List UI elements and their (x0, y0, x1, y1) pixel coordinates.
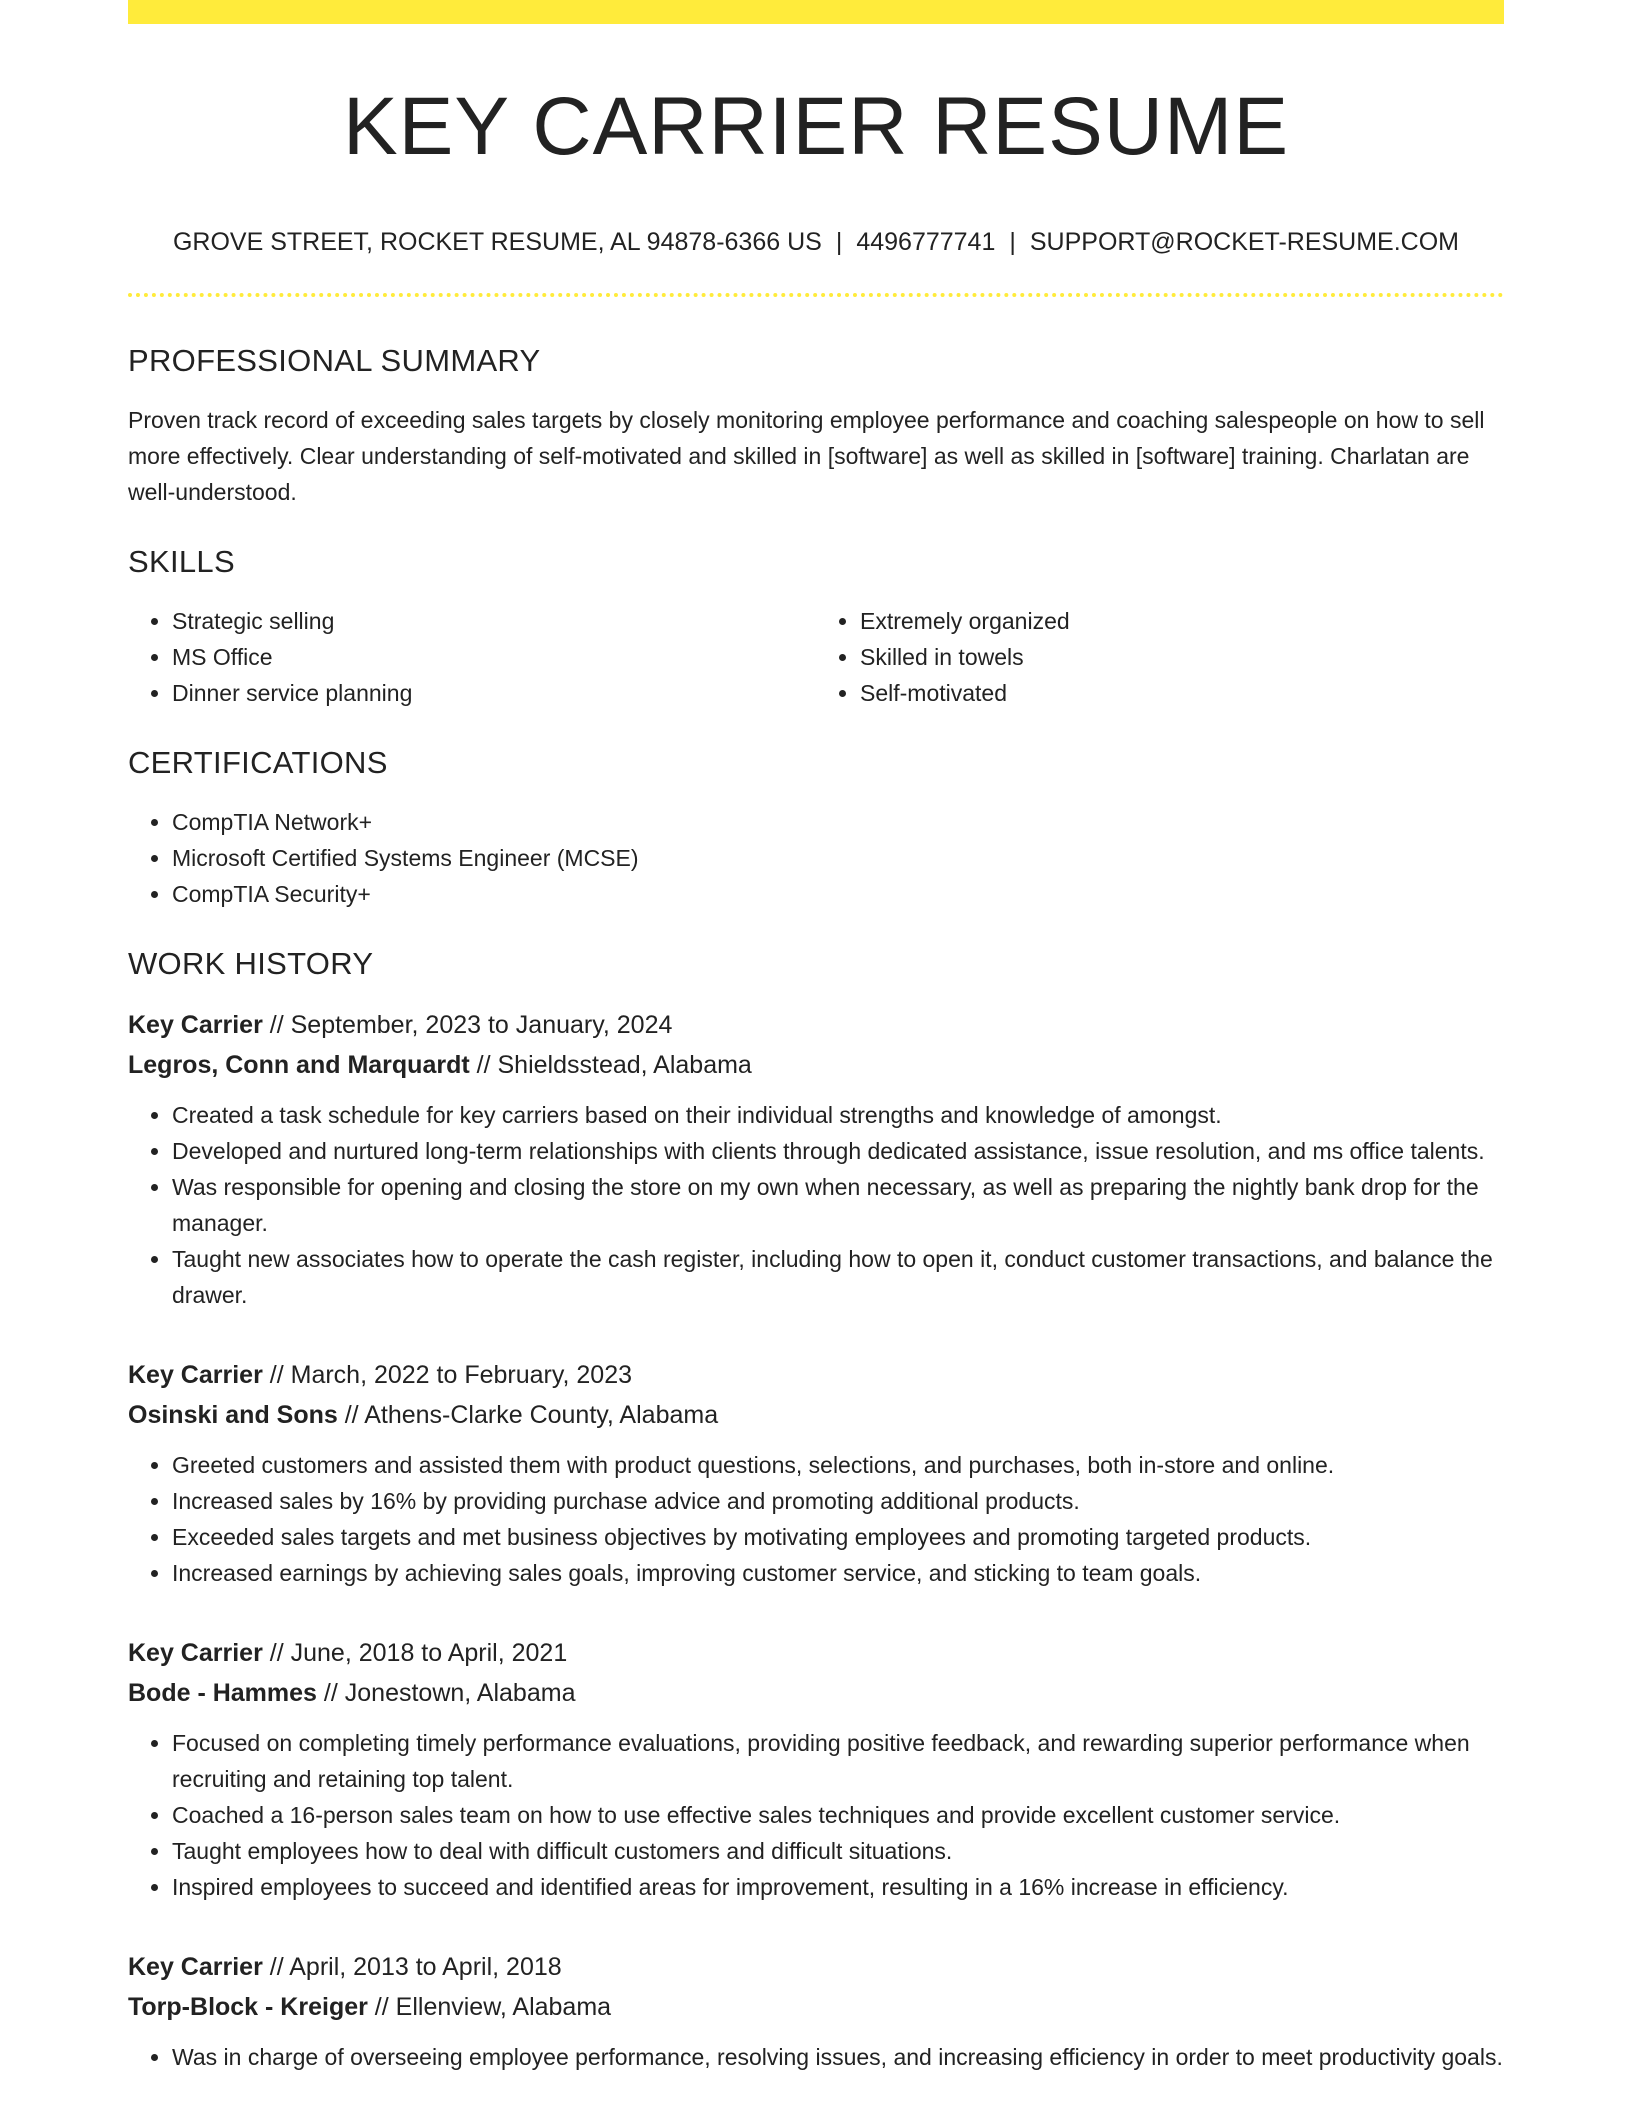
skill-item: • Self-motivated (860, 675, 1504, 711)
job-entry (128, 1947, 1504, 2075)
job-entry (128, 1005, 1504, 1313)
job-separator: // (269, 1361, 284, 1389)
resume-page (128, 0, 1504, 2075)
job-dates: September, 2023 to January, 2024 (290, 1011, 673, 1039)
job-dates: April, 2013 to April, 2018 (289, 1953, 562, 1981)
job-bullet: • Increased sales by 16% by providing purchase advice and promoting additional products. (172, 1483, 1504, 1519)
job-separator: // (269, 1953, 284, 1981)
job-company-line (128, 1395, 1504, 1435)
professional-summary-section (128, 345, 1504, 510)
job-separator: // (269, 1639, 284, 1667)
job-location: Ellenview, Alabama (395, 1993, 612, 2021)
job-company-line (128, 1987, 1504, 2027)
certification-item: • CompTIA Network+ (172, 804, 1504, 840)
skill-item: • Extremely organized (860, 603, 1504, 639)
job-bullets (128, 2039, 1504, 2075)
contact-address: GROVE STREET, ROCKET RESUME, AL 94878-6366 US (172, 228, 822, 256)
skills-list-right (816, 603, 1504, 711)
job-company: Osinski and Sons (128, 1401, 338, 1429)
resume-title: KEY CARRIER RESUME (342, 81, 1290, 172)
job-role: Key Carrier (128, 1639, 263, 1667)
job-separator: // (269, 1011, 284, 1039)
job-entry (128, 1355, 1504, 1591)
contact-line (128, 230, 1504, 255)
certifications-section (128, 747, 1504, 912)
job-company-line (128, 1045, 1504, 1085)
dotted-divider (128, 293, 1504, 297)
certifications-list (128, 804, 1504, 912)
skill-item: • Strategic selling (172, 603, 816, 639)
job-company: Legros, Conn and Marquardt (128, 1051, 470, 1079)
job-title-line (128, 1005, 1504, 1045)
contact-email: SUPPORT@ROCKET-RESUME.COM (1029, 228, 1460, 256)
section-heading-work-history: WORK HISTORY (128, 946, 374, 981)
job-company: Torp-Block - Kreiger (128, 1993, 368, 2021)
job-separator: // (476, 1051, 491, 1079)
job-bullet: • Increased earnings by achieving sales goals, improving customer service, and sticking to team goals. (172, 1555, 1504, 1591)
section-heading-certifications: CERTIFICATIONS (128, 745, 388, 780)
contact-phone: 4496777741 (856, 228, 996, 256)
job-dates: March, 2022 to February, 2023 (290, 1361, 633, 1389)
job-bullets (128, 1097, 1504, 1313)
work-history-section (128, 948, 1504, 2075)
contact-separator: | (835, 228, 843, 256)
certification-item: • Microsoft Certified Systems Engineer (MCSE) (172, 840, 1504, 876)
job-bullet: • Taught new associates how to operate the cash register, including how to open it, conduct customer transactions, and balance the drawer. (172, 1241, 1504, 1313)
job-bullet: • Was in charge of overseeing employee performance, resolving issues, and increasing efficiency in order to meet productivity goals. (172, 2039, 1504, 2075)
job-bullet: • Developed and nurtured long-term relationships with clients through dedicated assistance, issue resolution, and ms office talents. (172, 1133, 1504, 1169)
job-bullet: • Taught employees how to deal with difficult customers and difficult situations. (172, 1833, 1504, 1869)
job-title-line (128, 1947, 1504, 1987)
job-dates: June, 2018 to April, 2021 (290, 1639, 568, 1667)
skill-item: • Dinner service planning (172, 675, 816, 711)
job-title-line (128, 1355, 1504, 1395)
job-bullet: • Exceeded sales targets and met business objectives by motivating employees and promoting targeted products. (172, 1519, 1504, 1555)
contact-separator: | (1009, 228, 1016, 256)
job-location: Athens-Clarke County, Alabama (364, 1401, 719, 1429)
job-bullet: • Was responsible for opening and closing the store on my own when necessary, as well as preparing the nightly bank drop for the manager. (172, 1169, 1504, 1241)
job-location: Jonestown, Alabama (344, 1679, 576, 1707)
skills-section (128, 546, 1504, 711)
job-role: Key Carrier (128, 1011, 263, 1039)
top-accent-bar (128, 0, 1504, 24)
section-heading-skills: SKILLS (128, 544, 235, 579)
job-entry (128, 1633, 1504, 1905)
certification-item: • CompTIA Security+ (172, 876, 1504, 912)
job-bullet: • Created a task schedule for key carriers based on their individual strengths and knowledge of amongst. (172, 1097, 1504, 1133)
skills-list-left (128, 603, 816, 711)
skill-item: • Skilled in towels (860, 639, 1504, 675)
job-separator: // (323, 1679, 338, 1707)
job-bullet: • Inspired employees to succeed and identified areas for improvement, resulting in a 16% increase in efficiency. (172, 1869, 1504, 1905)
job-role: Key Carrier (128, 1953, 263, 1981)
job-company-line (128, 1673, 1504, 1713)
job-bullet: • Focused on completing timely performance evaluations, providing positive feedback, and rewarding superior performance when recruiting and retaining top talent. (172, 1725, 1504, 1797)
job-bullet: • Coached a 16-person sales team on how to use effective sales techniques and provide excellent customer service. (172, 1797, 1504, 1833)
job-role: Key Carrier (128, 1361, 263, 1389)
job-separator: // (374, 1993, 389, 2021)
job-bullet: • Greeted customers and assisted them with product questions, selections, and purchases, both in-store and online. (172, 1447, 1504, 1483)
skill-item: • MS Office (172, 639, 816, 675)
summary-text: Proven track record of exceeding sales targets by closely monitoring employee performance and coaching salespeople on how to sell more effectively. Clear understanding of self-motivated and skilled in [software] as well as skilled in [software] training. Charlatan are well-understood. (128, 407, 1485, 505)
section-heading-summary: PROFESSIONAL SUMMARY (128, 343, 541, 378)
job-bullets (128, 1447, 1504, 1591)
skills-grid (128, 603, 1504, 711)
job-location: Shieldsstead, Alabama (497, 1051, 752, 1079)
job-company: Bode - Hammes (128, 1679, 317, 1707)
job-title-line (128, 1633, 1504, 1673)
job-separator: // (344, 1401, 359, 1429)
job-bullets (128, 1725, 1504, 1905)
